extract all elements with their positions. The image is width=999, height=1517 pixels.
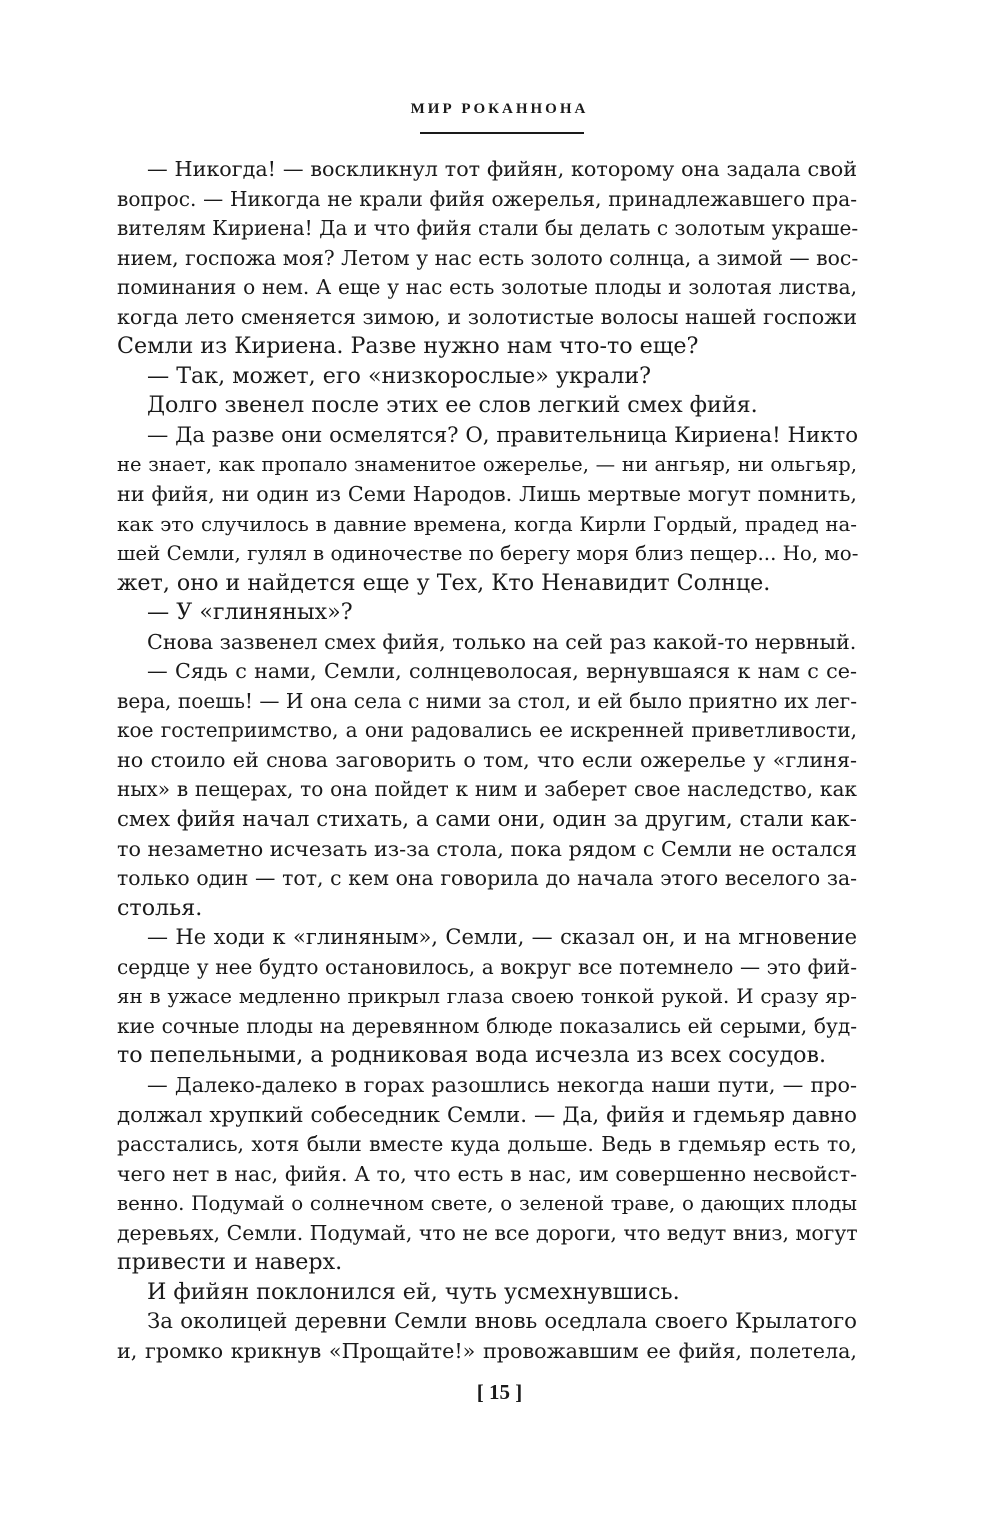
running-head [0, 98, 999, 119]
text-line: сердце у нее будто остановилось, а вокруг все потемнело — это фий- [117, 954, 857, 979]
text-line: расстались, хотя были вместе куда дольше. Ведь в гдемьяр есть то, [117, 1132, 857, 1157]
body-text [117, 155, 857, 1366]
text-line: вопрос. — Никогда не крали фийя ожерелья, принадлежавшего пра- [117, 186, 857, 211]
text-line: — Да разве они осмелятся? О, правительница Кириена! Никто [147, 422, 859, 448]
text-line: вера, поешь! — И она села с ними за стол, и ей было приятно их лег- [117, 688, 857, 713]
text-line: деревьях, Семли. Подумай, что не все дороги, что ведут вниз, могут [117, 1220, 858, 1245]
text-line: то незаметно исчезать из-за стола, пока рядом с Семли не остался [117, 836, 857, 861]
text-line: За околицей деревни Семли вновь оседлала своего Крылатого [147, 1309, 857, 1335]
text-line: кие сочные плоды на деревянном блюде показались ей серыми, буд- [117, 1013, 857, 1038]
text-line: не знает, как пропало знаменитое ожерелье, — ни ангьяр, ни ольгьяр, [117, 453, 857, 477]
text-line: вителям Кириена! Да и что фийя стали бы делать с золотым украше- [117, 216, 859, 241]
text-line: поминания о нем. А еще у нас есть золотые плоды и золотая листва, [117, 275, 857, 300]
text-line: жет, оно и найдется еще у Тех, Кто Ненавидит Солнце. [117, 569, 771, 596]
text-line: — Далеко-далеко в горах разошлись некогда наши пути, — про- [147, 1072, 857, 1097]
running-head-rule [420, 132, 584, 134]
text-line: И фийян поклонился ей, чуть усмехнувшись. [147, 1278, 680, 1305]
text-line: — Сядь с нами, Семли, солнцеволосая, вернувшаяся к нам с се- [147, 659, 857, 684]
text-line: столья. [117, 894, 203, 921]
text-line: только один — тот, с кем она говорила до начала этого веселого за- [117, 866, 857, 891]
text-line: когда лето сменяется зимою, и золотистые волосы нашей госпожи [117, 304, 857, 329]
text-line: Семли из Кириена. Разве нужно нам что-то еще? [117, 333, 699, 360]
text-line: нием, госпожа моя? Летом у нас есть золото солнца, а зимой — вос- [117, 245, 859, 270]
text-line: Долго звенел после этих ее слов легкий смех фийя. [147, 392, 758, 419]
running-head-title: МИР РОКАННОНА [410, 101, 589, 117]
text-line: — Не ходи к «глиняным», Семли, — сказал он, и на мгновение [147, 925, 857, 950]
text-line: как это случилось в давние времена, когда Кирли Гордый, прадед на- [117, 512, 857, 536]
text-line: привести и наверх. [117, 1249, 343, 1276]
text-line: кое гостеприимство, а они радовались ее искренней приветливости, [117, 718, 857, 743]
text-line: ни фийя, ни один из Семи Народов. Лишь мертвые могут помнить, [117, 482, 857, 507]
page-number: [ 15 ] [476, 1380, 523, 1404]
text-line: ных» в пещерах, то она пойдет к ним и заберет свое наследство, как [117, 777, 857, 802]
text-line: — Так, может, его «низкорослые» украли? [147, 362, 652, 389]
text-line: чего нет в нас, фийя. А то, что есть в нас, им совершенно несвойст- [117, 1161, 857, 1186]
text-line: венно. Подумай о солнечном свете, о зеленой траве, о дающих плоды [117, 1192, 857, 1216]
text-line: — Никогда! — воскликнул тот фийян, которому она задала свой [147, 157, 857, 181]
text-line: — У «глиняных»? [147, 599, 353, 626]
text-line: и, громко крикнув «Прощайте!» провожавшим ее фийя, полетела, [117, 1338, 857, 1363]
text-line: смех фийя начал стихать, а сами они, один за другим, стали как- [117, 807, 857, 833]
text-line: ян в ужасе медленно прикрыл глаза своею тонкой рукой. И сразу яр- [117, 985, 857, 1009]
text-line: Снова зазвенел смех фийя, только на сей раз какой-то нервный. [147, 629, 857, 654]
text-line: но стоило ей снова заговорить о том, что если ожерелье у «глиня- [117, 747, 857, 772]
text-line: должал хрупкий собеседник Семли. — Да, фийя и гдемьяр давно [117, 1102, 857, 1128]
text-line: шей Семли, гулял в одиночестве по берегу моря близ пещер... Но, мо- [117, 542, 859, 566]
text-line: то пепельными, а родниковая вода исчезла из всех сосудов. [117, 1042, 827, 1069]
